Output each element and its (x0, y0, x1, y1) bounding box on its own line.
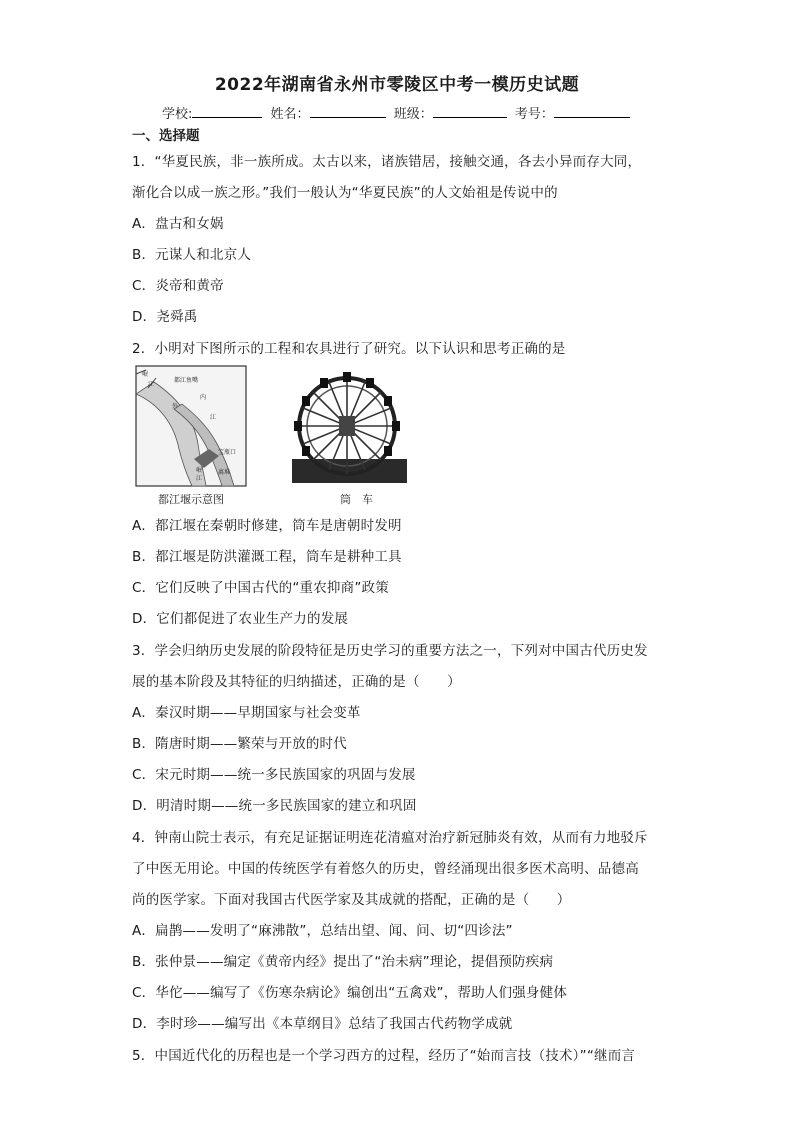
q4-option-a[interactable]: A．扁鹊——发明了“麻沸散”，总结出望、闻、问、切“四诊法” (132, 923, 513, 939)
svg-text:离堆: 离堆 (218, 469, 231, 476)
q3-option-c[interactable]: C．宋元时期——统一多民族国家的巩固与发展 (132, 767, 416, 783)
section-heading: 一、选择题 (132, 128, 200, 144)
q5-stem-line1: 5．中国近代化的历程也是一个学习西方的过程，经历了“始而言技（技术）”“继而言 (132, 1048, 636, 1064)
svg-text:外: 外 (172, 403, 179, 410)
q4-stem-line1: 4．钟南山院士表示，有充足证据证明连花清瘟对治疗新冠肺炎有效，从而有力地驳斥 (132, 830, 648, 846)
school-blank[interactable] (192, 105, 262, 118)
class-blank[interactable] (433, 105, 507, 118)
page-title: 2022年湖南省永州市零陵区中考一模历史试题 (214, 75, 580, 95)
q1-option-a[interactable]: A．盘古和女娲 (132, 216, 224, 232)
water-wheel-figure (292, 372, 407, 483)
q4-option-c[interactable]: C．华佗——编写了《伤寒杂病论》编创出“五禽戏”，帮助人们强身健体 (132, 985, 568, 1001)
svg-text:内: 内 (200, 394, 207, 401)
q4-option-d[interactable]: D．李时珍——编写出《本草纲目》总结了我国古代药物学成就 (132, 1016, 513, 1032)
q4-stem-line3: 尚的医学家。下面对我国古代医学家及其成就的搭配，正确的是（ ） (132, 892, 571, 908)
q1-option-b[interactable]: B．元谋人和北京人 (132, 247, 252, 263)
q4-option-b[interactable]: B．张仲景——编定《黄帝内经》提出了“治未病”理论，提倡预防疾病 (132, 954, 554, 970)
name-blank[interactable] (310, 105, 386, 118)
q1-stem-line1: 1．“华夏民族，非一族所成。太古以来，诸族错居，接触交通，各去小异而存大同， (132, 154, 642, 170)
svg-text:岷: 岷 (142, 371, 149, 378)
q3-option-a[interactable]: A．秦汉时期——早期国家与社会变革 (132, 705, 361, 721)
q3-stem-line2: 展的基本阶段及其特征的归纳描述，正确的是（ ） (132, 674, 461, 690)
q1-stem-line2: 渐化合以成一族之形。”我们一般认为“华夏民族”的人文始祖是传说中的 (132, 185, 558, 201)
q3-option-d[interactable]: D．明清时期——统一多民族国家的建立和巩固 (132, 798, 417, 814)
school-label: 学校: (162, 107, 193, 122)
svg-text:都江鱼嘴: 都江鱼嘴 (174, 377, 199, 384)
svg-text:江: 江 (148, 381, 155, 388)
q2-option-a[interactable]: A．都江堰在秦朝时修建，筒车是唐朝时发明 (132, 518, 402, 534)
q3-option-b[interactable]: B．隋唐时期——繁荣与开放的时代 (132, 736, 347, 752)
svg-text:岷: 岷 (196, 467, 203, 474)
wheel-caption: 筒 车 (340, 493, 373, 506)
student-info-row (162, 103, 634, 122)
svg-text:江: 江 (210, 414, 217, 421)
map-caption: 都江堰示意图 (158, 493, 224, 506)
q2-option-b[interactable]: B．都江堰是防洪灌溉工程，筒车是耕种工具 (132, 549, 402, 565)
q3-stem-line1: 3．学会归纳历史发展的阶段特征是历史学习的重要方法之一，下列对中国古代历史发 (132, 643, 648, 659)
q2-option-c[interactable]: C．它们反映了中国古代的“重农抑商”政策 (132, 580, 389, 596)
dujiangyan-map (136, 366, 246, 486)
svg-text:江: 江 (196, 475, 203, 482)
exam-no-label: 考号： (514, 107, 554, 122)
q2-stem: 2．小明对下图所示的工程和农具进行了研究。以下认识和思考正确的是 (132, 341, 566, 357)
figures-svg (134, 364, 434, 509)
q1-option-c[interactable]: C．炎帝和黄帝 (132, 278, 224, 294)
q1-option-d[interactable]: D．尧舜禹 (132, 309, 198, 325)
q4-stem-line2: 了中医无用论。中国的传统医学有着悠久的历史，曾经涌现出很多医术高明、品德高 (132, 861, 639, 877)
q2-option-d[interactable]: D．它们都促进了农业生产力的发展 (132, 611, 349, 627)
class-label: 班级： (393, 107, 433, 122)
exam-no-blank[interactable] (554, 105, 630, 118)
q2-figures (134, 364, 434, 509)
svg-text:宝瓶口: 宝瓶口 (218, 449, 237, 456)
name-label: 姓名： (270, 107, 310, 122)
